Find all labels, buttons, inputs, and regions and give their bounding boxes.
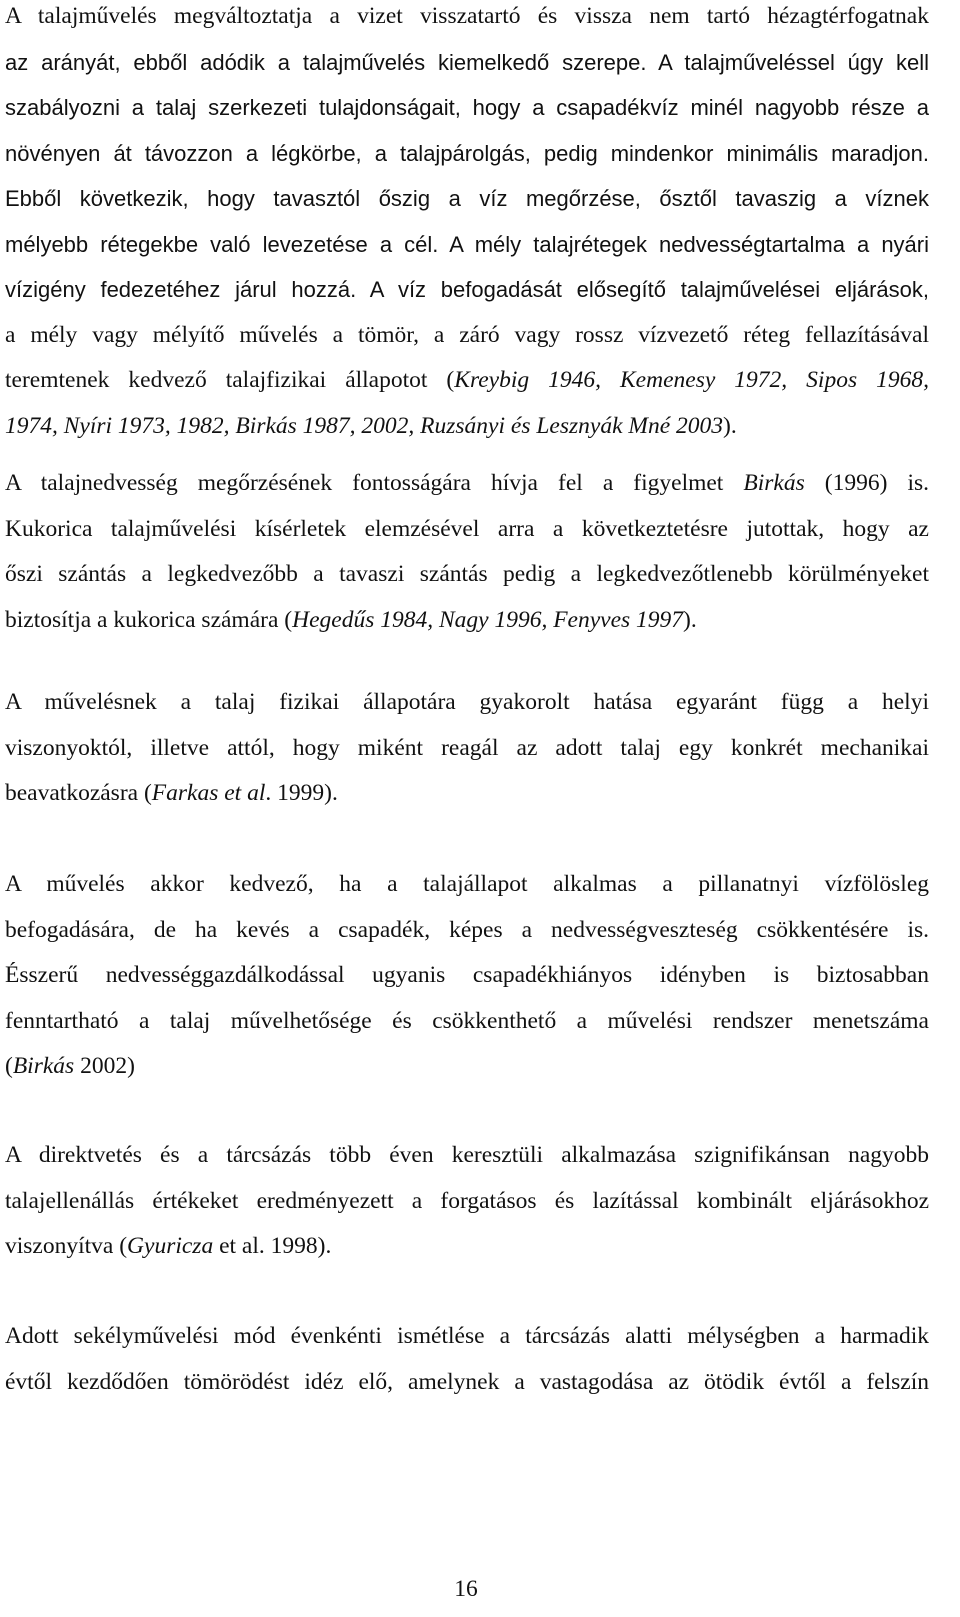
text-line: fenntartható a talaj művelhetősége és csökkenthető a művelési rendszer menetszáma: [5, 1007, 929, 1034]
text-line: [5, 404, 929, 450]
text-span: viszonyítva (: [5, 1233, 128, 1259]
text-line: évtől kezdődően tömörödést idéz elő, amelynek a vastagodása az ötödik évtől a felszín: [5, 1368, 929, 1395]
text-line: a mély vagy mélyítő művelés a tömör, a záró vagy rossz vízvezető réteg fellazításával: [5, 321, 929, 348]
text-line: [5, 358, 929, 404]
text-line: Adott sekélyművelési mód évenkénti ismétlése a tárcsázás alatti mélységben a harmadik: [5, 1323, 929, 1349]
text-line: A direktvetés és a tárcsázás több éven keresztüli alkalmazása szignifikánsan nagyobb: [5, 1142, 929, 1168]
paragraph-soil-moisture-preservation: [5, 461, 929, 643]
text-line: [5, 461, 929, 507]
text-line: Ebből következik, hogy tavasztól őszig a víz megőrzése, ősztől tavaszig a víznek: [5, 186, 929, 211]
paragraph-physical-state-effect: [5, 680, 929, 817]
text-line: [5, 771, 929, 817]
citation: Gyuricza: [127, 1233, 214, 1259]
text-span: et al. 1998).: [213, 1233, 332, 1259]
text-line: [5, 1224, 929, 1270]
text-span: beavatkozásra (: [5, 780, 152, 806]
text-line: őszi szántás a legkedvezőbb a tavaszi szántás pedig a legkedvezőtlenebb körülményeket: [5, 561, 929, 587]
text-line: mélyebb rétegekbe való levezetése a cél. A mély talajrétegek nedvességtartalma a nyári: [5, 231, 929, 257]
text-line: növényen át távozzon a légkörbe, a talajpárolgás, pedig mindenkor minimális maradjon.: [5, 140, 929, 166]
text-line: A művelésnek a talaj fizikai állapotára gyakorolt hatása egyaránt függ a helyi: [5, 689, 929, 715]
text-span: ).: [723, 412, 737, 439]
text-line: [5, 598, 929, 644]
page-number: 16: [454, 1576, 478, 1602]
text-line: A művelés akkor kedvező, ha a talajállapot alkalmas a pillanatnyi vízfölösleg: [5, 871, 929, 897]
text-line: talajellenállás értékeket eredményezett a forgatásos és lazítással kombinált eljárásokhoz: [5, 1187, 929, 1214]
text-span: A talajnedvesség megőrzésének fontosságára hívja fel a figyelmet: [5, 470, 744, 496]
text-line: befogadására, de ha kevés a csapadék, képes a nedvességveszteség csökkentésére is.: [5, 916, 929, 943]
text-line: A talajművelés megváltoztatja a vizet visszatartó és vissza nem tartó hézagtérfogatnak: [5, 3, 929, 29]
text-span: (: [5, 1053, 13, 1079]
text-line: viszonyoktól, illetve attól, hogy miként reagál az adott talaj egy konkrét mechanikai: [5, 734, 929, 761]
citation: Birkás: [743, 470, 805, 496]
paragraph-shallow-tillage: [5, 1314, 929, 1405]
text-line: Ésszerű nedvességgazdálkodással ugyanis csapadékhiányos idényben is biztosabban: [5, 962, 929, 988]
paragraph-direct-seeding: [5, 1133, 929, 1270]
text-line: Kukorica talajművelési kísérletek elemzésével arra a következtetésre jutottak, hogy az: [5, 515, 929, 542]
citation: 1974, Nyíri 1973, 1982, Birkás 1987, 2002, Ruzsányi és Lesznyák Mné 2003: [5, 412, 724, 439]
citation: Hegedűs 1984, Nagy 1996, Fenyves 1997: [292, 606, 684, 633]
text-line: szabályozni a talaj szerkezeti tulajdonságait, hogy a csapadékvíz minél nagyobb része a: [5, 95, 929, 120]
text-line: [5, 1044, 929, 1090]
paragraph-tillage-water-retention: [5, 0, 929, 449]
text-line: az arányát, ebből adódik a talajművelés kiemelkedő szerepe. A talajműveléssel úgy kell: [5, 49, 929, 75]
text-span: . 1999).: [265, 780, 338, 806]
paragraph-favorable-tillage: [5, 862, 929, 1090]
text-span: (1996) is.: [804, 470, 929, 496]
citation: Kreybig 1946, Kemenesy 1972, Sipos 1968,: [454, 367, 929, 393]
text-span: teremtenek kedvező talajfizikai állapotot (: [5, 367, 455, 393]
text-span: ).: [683, 606, 697, 633]
text-line: vízigény fedezetéhez járul hozzá. A víz befogadását elősegítő talajművelései eljárások,: [5, 277, 929, 302]
citation: Farkas et al: [151, 780, 266, 806]
citation: Birkás: [12, 1053, 75, 1079]
text-span: biztosítja a kukorica számára (: [5, 606, 293, 633]
text-span: 2002): [74, 1053, 135, 1079]
